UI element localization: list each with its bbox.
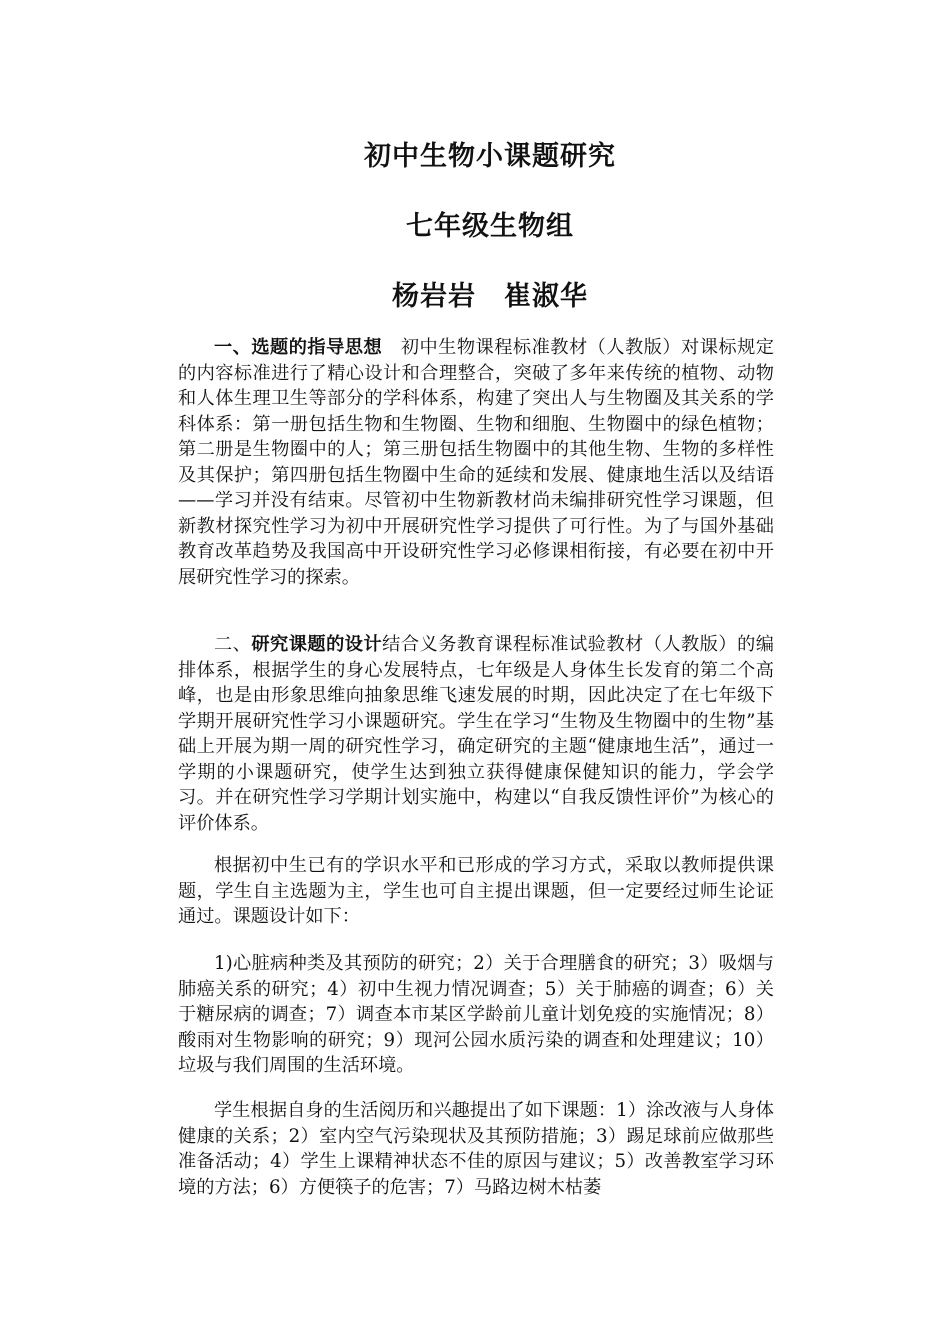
section-heading: 一、选题的指导思想 [214,337,383,358]
paragraph-teacher-topics: 1)心脏病种类及其预防的研究；2）关于合理膳食的研究；3）吸烟与肺癌关系的研究；4）初中生视力情况调查；5）关于肺癌的调查；6）关于糖尿病的调查；7）调查本市某区学龄前儿童计划免疫的实施情况；8）酸雨对生物影响的研究；9）现河公园水质污染的调查和处理建议；10）垃圾与我们周围的生活环境。 [178,953,774,1076]
paragraph-topic-selection: 根据初中生已有的学识水平和已形成的学习方式，采取以教师提供课题，学生自主选题为主，学生也可自主提出课题，但一定要经过师生论证通过。课题设计如下： [178,855,774,927]
section-text: 初中生物课程标准教材（人教版）对课标规定的内容标准进行了精心设计和合理整合，突破了多年来传统的植物、动物和人体生理卫生等部分的学科体系，构建了突出人与生物圈及其关系的学科体系：第一册包括生物和生物圈、生物和细胞、生物圈中的绿色植物；第二册是生物圈中的人；第三册包括生物圈中的其他生物、生物的多样性及其保护；第四册包括生物圈中生命的延续和发展、健康地生活以及结语——学习并没有结束。尽管初中生物新教材尚未编排研究性学习课题，但新教材探究性学习为初中开展研究性学习提供了可行性。为了与国外基础教育改革趋势及我国高中开设研究性学习必修课相衔接，有必要在初中开展研究性学习的探索。 [178,337,774,588]
section-heading-prefix: 二、 [214,634,252,655]
section-guiding-idea [178,335,774,590]
paragraph-student-topics: 学生根据自身的生活阅历和兴趣提出了如下课题：1）涂改液与人身体健康的关系；2）室内空气污染现状及其预防措施；3）踢足球前应做那些准备活动；4）学生上课精神状态不佳的原因与建议；5）改善教室学习环境的方法；6）方便筷子的危害；7）马路边树木枯萎 [178,1100,774,1198]
section-heading: 研究课题的设计 [251,634,383,655]
section-topic-design [178,632,774,836]
document-title: 初中生物小课题研究 [364,141,616,172]
author-names: 杨岩岩 崔淑华 [392,281,588,312]
section-text: 结合义务教育课程标准试验教材（人教版）的编排体系，根据学生的身心发展特点，七年级是人身体生长发育的第二个高峰，也是由形象思维向抽象思维飞速发展的时期，因此决定了在七年级下学期开展研究性学习小课题研究。学生在学习“生物及生物圈中的生物”基础上开展为期一周的研究性学习，确定研究的主题“健康地生活”，通过一学期的小课题研究，使学生达到独立获得健康保健知识的能力，学会学习。并在研究性学习学期计划实施中，构建以“自我反馈性评价”为核心的评价体系。 [178,634,774,834]
group-name: 七年级生物组 [406,211,574,242]
